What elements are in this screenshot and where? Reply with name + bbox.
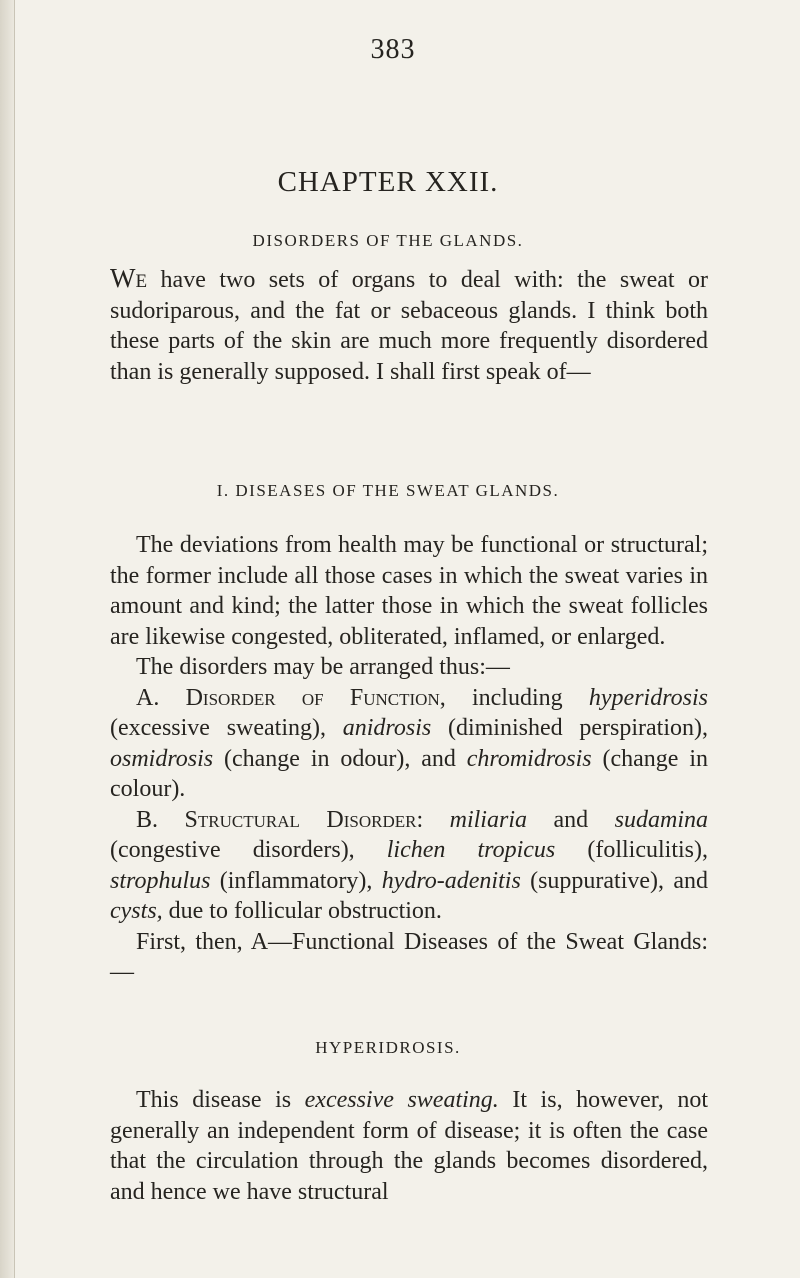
page-number: 383 xyxy=(370,34,416,65)
page-binding-edge xyxy=(0,0,15,1278)
paragraph-deviations: The deviations from health may be functional or structural; the former include all those cases in which the sweat varies in amount and kind; the latter those in which the sweat follicles are likewise congested, obliterated, inflamed, or enlarged. xyxy=(110,532,708,650)
item-a-label: A. Disorder of Function, xyxy=(136,684,446,711)
term-osmidrosis: osmidrosis xyxy=(110,745,214,772)
item-b-label: B. Structural Disorder: xyxy=(136,806,424,833)
term-hydro-adenitis: hydro-adenitis xyxy=(381,867,521,894)
item-b-text-2: (congestive disorders), xyxy=(110,837,387,863)
intro-lead-word: We xyxy=(110,263,148,293)
hyper-text-1: This disease is xyxy=(136,1087,305,1113)
paragraph-hyperidrosis xyxy=(110,1085,708,1207)
item-b-text-6: due to follicular obstruction. xyxy=(162,898,442,924)
hyperidrosis-block xyxy=(110,1085,708,1207)
subheading-sweat-glands: I. DISEASES OF THE SWEAT GLANDS. xyxy=(216,481,560,500)
item-b-text-5: (suppurative), and xyxy=(520,867,708,894)
chapter-title: CHAPTER XXII. xyxy=(277,166,499,198)
paragraph-arranged: The disorders may be arranged thus:— xyxy=(136,654,510,680)
term-sudamina: sudamina xyxy=(614,806,709,833)
paragraph-first-then: First, then, A—Functional Diseases of the Sweat Glands:— xyxy=(110,928,708,985)
hyper-text-2: It is, however, not generally an independent form of disease; it is often the case that the circulation through the glands becomes disordered, and hence we have structural xyxy=(110,1087,708,1205)
subheading-hyperidrosis: HYPERIDROSIS. xyxy=(315,1038,461,1057)
term-hyperidrosis: hyperidrosis xyxy=(588,684,709,711)
list-item-structural-disorder xyxy=(110,805,708,927)
term-cysts: cysts, xyxy=(110,898,163,924)
item-a-text-3: (diminished perspiration), xyxy=(431,715,708,741)
term-strophulus: strophulus xyxy=(110,867,211,894)
book-page xyxy=(44,0,764,1278)
section-title: DISORDERS OF THE GLANDS. xyxy=(252,231,524,250)
item-b-text-3: (folliculitis), xyxy=(555,837,708,863)
list-item-disorder-of-function xyxy=(110,683,708,805)
intro-text: have two sets of organs to deal with: the sweat or sudoriparous, and the fat or sebaceous glands. I think both these parts of the skin are much more frequently disordered than is generally supposed. I shall first speak of— xyxy=(110,267,708,385)
item-b-text-1: and xyxy=(526,806,615,833)
item-b-text-4: (inflammatory), xyxy=(210,867,382,894)
item-a-text-2: (excessive sweating), xyxy=(110,715,343,741)
term-chromidrosis: chromidrosis xyxy=(466,745,592,772)
item-a-text-1: including xyxy=(445,684,589,711)
intro-paragraph xyxy=(110,263,708,387)
term-miliaria: miliaria xyxy=(449,806,527,833)
term-anidrosis: anidrosis xyxy=(342,715,432,741)
item-a-text-4: (change in odour), and xyxy=(213,745,467,772)
sweat-glands-block xyxy=(110,530,708,988)
item-a-text-5: (change in colour). xyxy=(110,745,708,802)
term-excessive-sweating: excessive sweating. xyxy=(304,1087,499,1113)
term-lichen-tropicus: lichen tropicus xyxy=(386,837,556,863)
intro-block xyxy=(110,263,708,387)
